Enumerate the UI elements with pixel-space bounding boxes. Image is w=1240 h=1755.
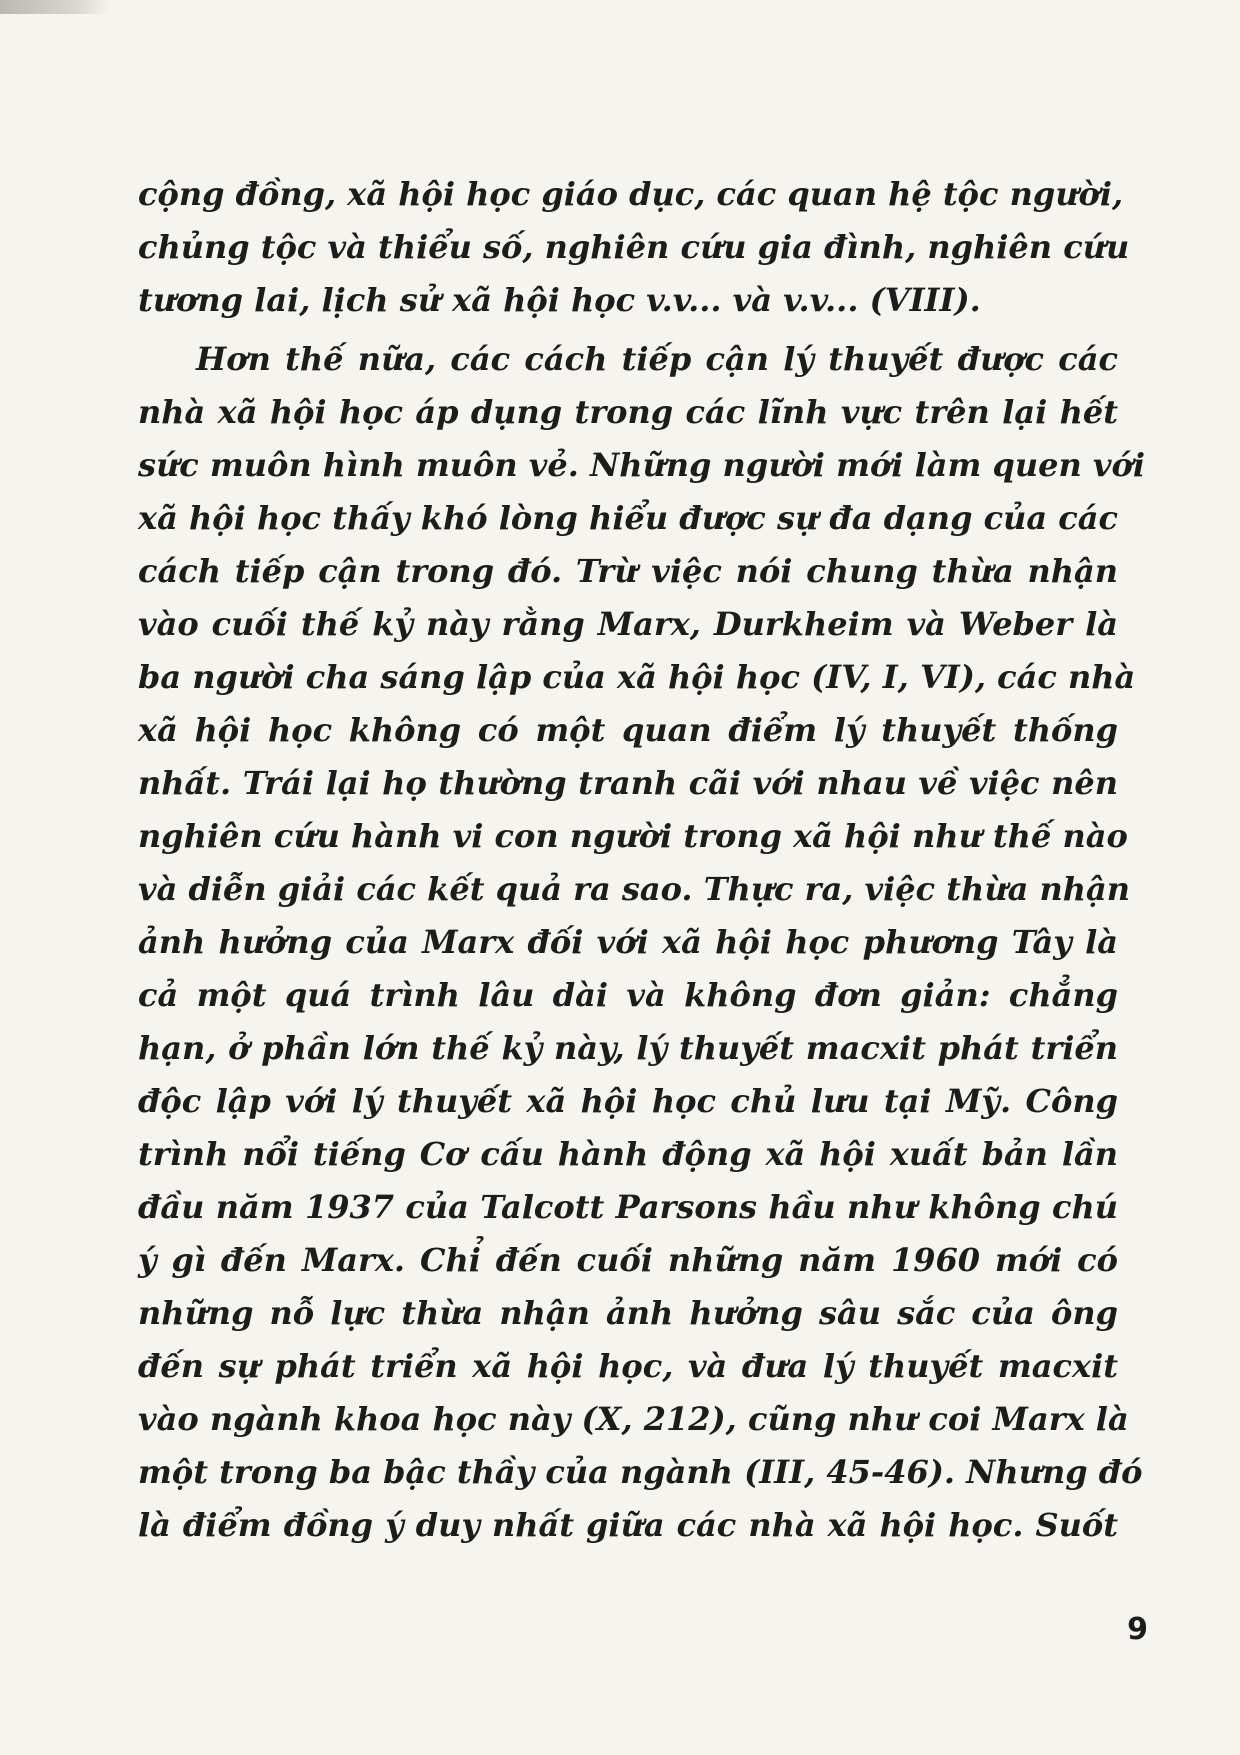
body-text	[138, 168, 1145, 1552]
text-line: hạn, ở phần lớn thế kỷ này, lý thuyết macxit phát triển	[138, 1029, 1118, 1067]
text-line: cộng đồng, xã hội học giáo dục, các quan hệ tộc người,	[138, 175, 1124, 213]
text-line: ảnh hưởng của Marx đối với xã hội học phương Tây là	[138, 923, 1118, 961]
text-line: độc lập với lý thuyết xã hội học chủ lưu tại Mỹ. Công	[138, 1082, 1118, 1120]
text-line: vào ngành khoa học này (X, 212), cũng như coi Marx là	[138, 1400, 1129, 1438]
text-line: đến sự phát triển xã hội học, và đưa lý thuyết macxit	[138, 1347, 1118, 1385]
text-line: vào cuối thế kỷ này rằng Marx, Durkheim và Weber là	[138, 605, 1118, 643]
text-line: nhà xã hội học áp dụng trong các lĩnh vực trên lại hết	[138, 393, 1118, 431]
text-line: là điểm đồng ý duy nhất giữa các nhà xã hội học. Suốt	[138, 1506, 1118, 1544]
paragraph-1	[138, 168, 1130, 327]
text-line: nghiên cứu hành vi con người trong xã hội như thế nào	[138, 817, 1128, 855]
page-number: 9	[1127, 1612, 1148, 1647]
text-line: đầu năm 1937 của Talcott Parsons hầu như không chú	[138, 1188, 1118, 1226]
text-line: cách tiếp cận trong đó. Trừ việc nói chung thừa nhận	[138, 552, 1118, 590]
text-line: Hơn thế nữa, các cách tiếp cận lý thuyết được các	[196, 340, 1118, 378]
text-line: tương lai, lịch sử xã hội học v.v... và v.v... (VIII).	[138, 281, 981, 319]
scan-edge-artifact	[0, 0, 110, 14]
paragraph-2	[138, 333, 1145, 1552]
text-line: xã hội học không có một quan điểm lý thuyết thống	[138, 711, 1118, 749]
text-line: trình nổi tiếng Cơ cấu hành động xã hội xuất bản lần	[138, 1135, 1118, 1173]
text-line: những nỗ lực thừa nhận ảnh hưởng sâu sắc của ông	[138, 1294, 1118, 1332]
text-line: ba người cha sáng lập của xã hội học (IV, I, VI), các nhà	[138, 658, 1136, 696]
text-line: và diễn giải các kết quả ra sao. Thực ra, việc thừa nhận	[138, 870, 1130, 908]
text-line: sức muôn hình muôn vẻ. Những người mới làm quen với	[138, 446, 1145, 484]
text-line: chủng tộc và thiểu số, nghiên cứu gia đình, nghiên cứu	[138, 228, 1130, 266]
text-line: xã hội học thấy khó lòng hiểu được sự đa dạng của các	[138, 499, 1118, 537]
text-line: ý gì đến Marx. Chỉ đến cuối những năm 1960 mới có	[138, 1241, 1118, 1279]
text-line: nhất. Trái lại họ thường tranh cãi với nhau về việc nên	[138, 764, 1118, 802]
text-line: cả một quá trình lâu dài và không đơn giản: chẳng	[138, 976, 1118, 1014]
text-line: một trong ba bậc thầy của ngành (III, 45-46). Nhưng đó	[138, 1453, 1143, 1491]
